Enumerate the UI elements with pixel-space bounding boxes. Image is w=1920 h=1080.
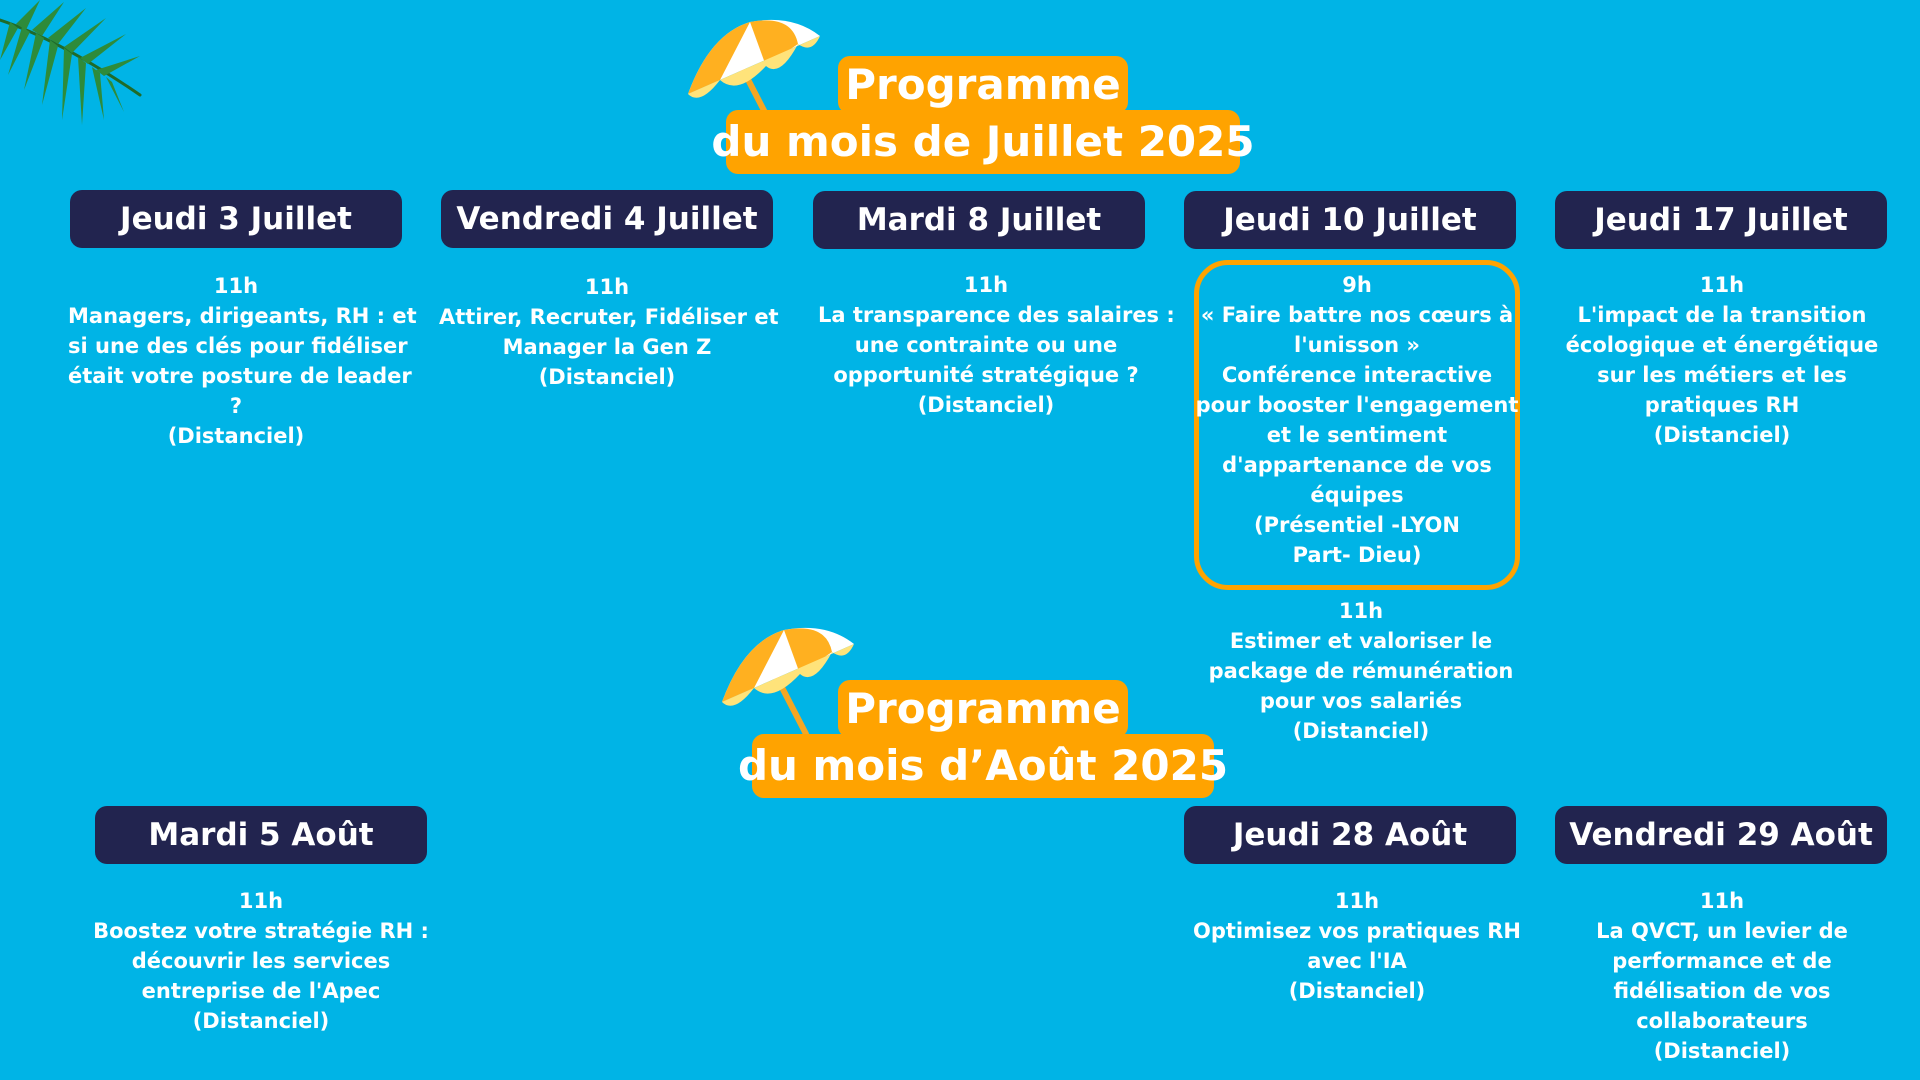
event-line: (Présentiel -LYON: [1254, 513, 1460, 537]
event-line: Manager la Gen Z: [502, 335, 712, 359]
palm-leaf-icon: [0, 0, 150, 140]
event-jeudi-10-juillet-11h: [1193, 596, 1529, 746]
event-line: pratiques RH: [1644, 393, 1800, 417]
event-time: 11h: [1699, 273, 1745, 297]
event-line: une contrainte ou une: [854, 333, 1118, 357]
event-line: pour booster l'engagement: [1195, 393, 1519, 417]
event-time: 11h: [963, 273, 1009, 297]
date-jeudi-3-juillet: Jeudi 3 Juillet: [70, 190, 402, 248]
event-vendredi-4-juillet: [439, 272, 779, 392]
july-title-line1: Programme: [838, 56, 1128, 114]
event-line: ?: [229, 394, 243, 418]
event-line: (Distanciel): [1288, 979, 1426, 1003]
event-line: et le sentiment: [1266, 423, 1448, 447]
event-line: « Faire battre nos cœurs à: [1200, 303, 1514, 327]
event-line: pour vos salariés: [1259, 689, 1463, 713]
event-line: Optimisez vos pratiques RH: [1193, 919, 1521, 943]
event-line: La transparence des salaires :: [818, 303, 1175, 327]
event-line: équipes: [1310, 483, 1404, 507]
event-line: sur les métiers et les: [1597, 363, 1847, 387]
event-line: (Distanciel): [167, 424, 305, 448]
event-jeudi-17-juillet: [1554, 270, 1890, 450]
event-mardi-5-aout: [93, 886, 429, 1036]
event-time: 11h: [213, 274, 259, 298]
event-line: L'impact de la transition: [1577, 303, 1867, 327]
date-mardi-5-aout: Mardi 5 Août: [95, 806, 427, 864]
event-line: Conférence interactive: [1221, 363, 1493, 387]
event-line: (Distanciel): [538, 365, 676, 389]
date-jeudi-10-juillet: Jeudi 10 Juillet: [1184, 191, 1516, 249]
event-vendredi-29-aout: [1554, 886, 1890, 1066]
event-line: avec l'IA: [1307, 949, 1407, 973]
event-line: Attirer, Recruter, Fidéliser et: [439, 305, 779, 329]
event-jeudi-28-aout: [1189, 886, 1525, 1006]
date-jeudi-17-juillet: Jeudi 17 Juillet: [1555, 191, 1887, 249]
date-vendredi-4-juillet: Vendredi 4 Juillet: [441, 190, 773, 248]
event-line: (Distanciel): [1653, 1039, 1791, 1063]
event-line: l'unisson »: [1294, 333, 1420, 357]
event-line: Part- Dieu): [1292, 543, 1422, 567]
event-time: 11h: [584, 275, 630, 299]
event-line: (Distanciel): [1653, 423, 1791, 447]
event-line: découvrir les services: [131, 949, 391, 973]
event-line: écologique et énergétique: [1565, 333, 1879, 357]
event-time: 11h: [1334, 889, 1380, 913]
august-title-line1: Programme: [838, 680, 1128, 738]
event-line: était votre posture de leader: [68, 364, 412, 388]
event-line: Boostez votre stratégie RH :: [93, 919, 429, 943]
event-line: collaborateurs: [1636, 1009, 1808, 1033]
date-jeudi-28-aout: Jeudi 28 Août: [1184, 806, 1516, 864]
event-line: (Distanciel): [1292, 719, 1430, 743]
event-line: performance et de: [1612, 949, 1832, 973]
july-title-line2: du mois de Juillet 2025: [726, 110, 1240, 174]
event-time: 11h: [238, 889, 284, 913]
event-line: Managers, dirigeants, RH : et: [68, 304, 417, 328]
event-line: entreprise de l'Apec: [141, 979, 381, 1003]
event-mardi-8-juillet: [818, 270, 1175, 420]
event-jeudi-3-juillet: [68, 271, 417, 451]
event-time: 11h: [1338, 599, 1384, 623]
event-line: si une des clés pour fidéliser: [68, 334, 408, 358]
event-jeudi-10-juillet-9h: [1189, 270, 1525, 570]
event-line: La QVCT, un levier de: [1596, 919, 1848, 943]
event-line: fidélisation de vos: [1613, 979, 1831, 1003]
event-line: Estimer et valoriser le: [1229, 629, 1493, 653]
event-line: (Distanciel): [917, 393, 1055, 417]
event-line: opportunité stratégique ?: [833, 363, 1139, 387]
date-vendredi-29-aout: Vendredi 29 Août: [1555, 806, 1887, 864]
event-time: 11h: [1699, 889, 1745, 913]
august-title-line2: du mois d’Août 2025: [752, 734, 1214, 798]
event-line: d'appartenance de vos: [1222, 453, 1492, 477]
event-line: package de rémunération: [1208, 659, 1514, 683]
event-line: (Distanciel): [192, 1009, 330, 1033]
date-mardi-8-juillet: Mardi 8 Juillet: [813, 191, 1145, 249]
event-time: 9h: [1342, 273, 1372, 297]
